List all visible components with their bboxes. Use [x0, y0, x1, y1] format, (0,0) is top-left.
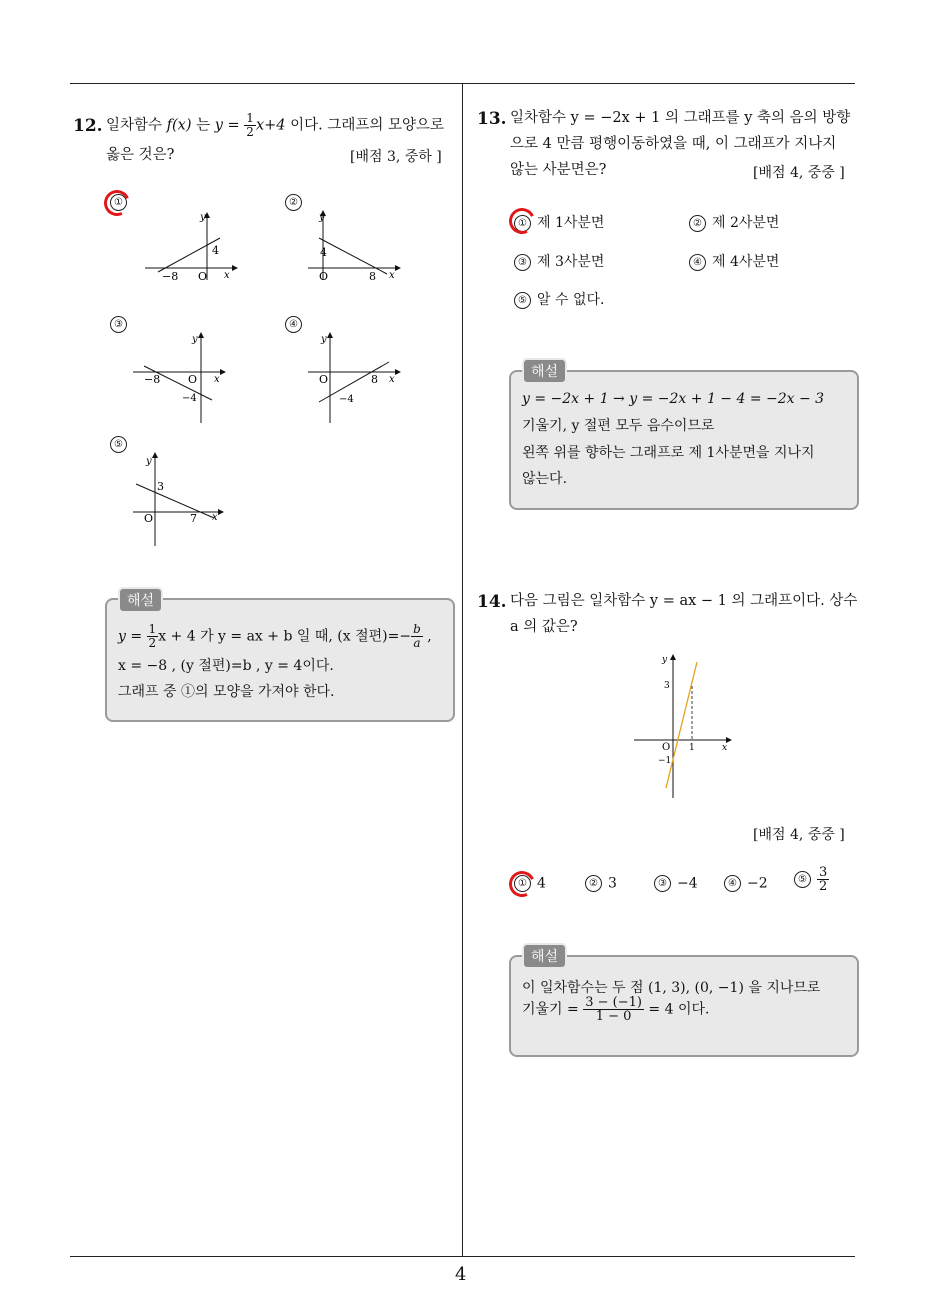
choice-2[interactable]: ② 3	[585, 875, 617, 892]
solution-line3: 그래프 중 ①의 모양을 가져야 한다.	[118, 684, 335, 700]
choice-1[interactable]: ① 4	[514, 875, 546, 892]
svg-text:−4: −4	[339, 394, 354, 405]
svg-text:3: 3	[157, 480, 164, 493]
svg-text:y: y	[319, 212, 325, 223]
svg-text:O: O	[188, 373, 198, 386]
column-divider	[462, 83, 463, 1256]
svg-text:y: y	[662, 655, 668, 665]
graph-choice-5	[130, 450, 230, 548]
svg-text:8: 8	[369, 270, 376, 283]
solution-line3: 왼쪽 위를 향하는 그래프로 제 1사분면을 지나지	[522, 445, 815, 461]
svg-text:O: O	[319, 270, 329, 283]
svg-text:−1: −1	[658, 756, 672, 766]
choice-5[interactable]: ⑤ $\frac{3}{2}$	[794, 866, 829, 893]
solution-line2: x = −8 , (y 절편)=b , y = 4이다.	[118, 658, 334, 674]
bottom-rule	[70, 1256, 855, 1257]
svg-text:−8: −8	[162, 270, 179, 283]
svg-text:x: x	[389, 270, 395, 281]
question-text-line3: 않는 사분면은?	[510, 162, 607, 178]
choice-1[interactable]: ① 제 1사분면	[514, 212, 604, 232]
svg-text:1: 1	[689, 743, 695, 753]
graph-choice-4	[305, 330, 405, 425]
graph-choice-3	[130, 330, 230, 425]
choice-5-label[interactable]: ⑤	[110, 436, 133, 453]
solution-tag: 해설	[522, 943, 567, 969]
solution-line1: 이 일차함수는 두 점 (1, 3), (0, −1) 을 지나므로	[522, 980, 821, 996]
svg-text:4: 4	[212, 244, 219, 257]
choice-4[interactable]: ④ 제 4사분면	[689, 251, 779, 271]
solution-line1: y = $\frac{1}{2}$ x + 4 가 y = ax + b 일 때, (x 절편)=− $\frac{b}{a}$ ,	[118, 622, 432, 650]
choice-4[interactable]: ④ −2	[724, 875, 768, 892]
function-line	[666, 662, 697, 788]
svg-text:3: 3	[664, 681, 670, 691]
answer-mark	[505, 867, 538, 900]
solution-line2: 기울기 = $\frac{3 - (-1)}{1 - 0}$ = 4 이다.	[522, 995, 710, 1024]
question-text-line1: 일차함수 f(x) 는 y = $\frac{1}{2}$ x+4 이다. 그래프의 모양으로	[106, 111, 445, 139]
choice-5[interactable]: ⑤ 알 수 없다.	[514, 289, 604, 309]
score-meta: [배점 4, 중중 ]	[753, 165, 845, 181]
question-text-line2: 으로 4 만큼 평행이동하였을 때, 이 그래프가 지나지	[510, 136, 837, 152]
graph-choice-1	[140, 208, 240, 283]
choice-2-label[interactable]: ②	[285, 194, 308, 211]
question-number: 13.	[477, 109, 507, 129]
svg-text:O: O	[144, 512, 154, 525]
answer-mark	[100, 186, 133, 219]
solution-line2: 기울기, y 절편 모두 음수이므로	[522, 418, 715, 434]
graph-choice-2	[305, 208, 405, 283]
svg-text:x: x	[389, 374, 395, 385]
score-meta: [배점 3, 중하 ]	[350, 149, 442, 165]
svg-text:O: O	[198, 270, 208, 283]
choice-3[interactable]: ③ 제 3사분면	[514, 251, 604, 271]
svg-text:y: y	[146, 456, 152, 467]
svg-text:O: O	[662, 742, 671, 753]
question-text-line1: 다음 그림은 일차함수 y = ax − 1 의 그래프이다. 상수	[510, 593, 858, 609]
svg-text:x: x	[214, 374, 220, 385]
fraction: $\frac{1}{2}$	[246, 111, 254, 139]
svg-text:−4: −4	[182, 393, 197, 404]
choice-4-label[interactable]: ④	[285, 316, 308, 333]
svg-text:7: 7	[190, 512, 197, 525]
svg-text:x: x	[212, 512, 218, 523]
question-text-line2: a 의 값은?	[510, 619, 578, 635]
svg-text:8: 8	[371, 373, 378, 386]
score-meta: [배점 4, 중중 ]	[753, 827, 845, 843]
question-number: 14.	[477, 592, 507, 612]
svg-text:4: 4	[320, 246, 327, 259]
choice-1-label[interactable]: ①	[110, 194, 133, 211]
svg-text:x: x	[224, 270, 230, 281]
page-number: 4	[455, 1264, 467, 1285]
question-graph	[630, 648, 740, 800]
svg-text:y: y	[200, 212, 206, 223]
question-text-line1: 일차함수 y = −2x + 1 의 그래프를 y 축의 음의 방향	[510, 110, 851, 126]
solution-line4: 않는다.	[522, 471, 568, 487]
svg-text:y: y	[321, 334, 327, 345]
question-text-line2: 옳은 것은?	[106, 147, 175, 163]
solution-tag: 해설	[118, 587, 163, 613]
solution-line1: y = −2x + 1 → y = −2x + 1 − 4 = −2x − 3	[522, 391, 825, 407]
choice-3-label[interactable]: ③	[110, 316, 133, 333]
question-number: 12.	[73, 116, 103, 136]
svg-text:O: O	[319, 373, 329, 386]
svg-text:x: x	[722, 743, 728, 753]
svg-text:−8: −8	[144, 373, 161, 386]
answer-mark	[505, 204, 538, 237]
svg-text:y: y	[192, 334, 198, 345]
choice-2[interactable]: ② 제 2사분면	[689, 212, 779, 232]
solution-tag: 해설	[522, 358, 567, 384]
choice-3[interactable]: ③ −4	[654, 875, 698, 892]
